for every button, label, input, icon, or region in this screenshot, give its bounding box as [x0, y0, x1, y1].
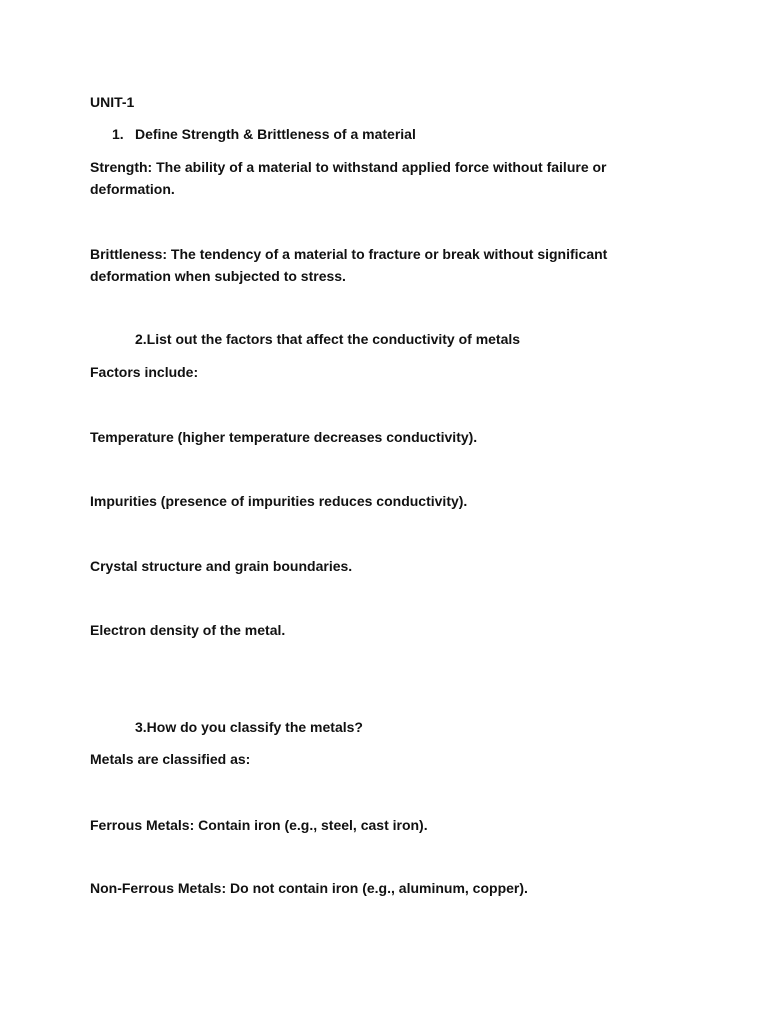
- factor-item: Electron density of the metal.: [90, 622, 286, 638]
- question-1-text: Define Strength & Brittleness of a material: [135, 126, 416, 142]
- strength-definition-line-2: deformation.: [90, 181, 175, 197]
- question-1-number: 1.: [112, 126, 124, 142]
- factors-intro: Factors include:: [90, 364, 199, 380]
- strength-definition-line-1: Strength: The ability of a material to withstand applied force without failure or: [90, 159, 607, 175]
- question-3-text: 3.How do you classify the metals?: [135, 719, 363, 735]
- factor-item: Impurities (presence of impurities reduces conductivity).: [90, 493, 468, 509]
- metal-class-item: Ferrous Metals: Contain iron (e.g., steel, cast iron).: [90, 817, 428, 833]
- brittleness-definition-line-1: Brittleness: The tendency of a material to fracture or break without significant: [90, 246, 608, 262]
- factor-item: Crystal structure and grain boundaries.: [90, 558, 353, 574]
- unit-title: UNIT-1: [90, 94, 135, 110]
- brittleness-definition-line-2: deformation when subjected to stress.: [90, 268, 346, 284]
- factor-item: Temperature (higher temperature decreases conductivity).: [90, 429, 478, 445]
- metal-class-item: Non-Ferrous Metals: Do not contain iron (e.g., aluminum, copper).: [90, 880, 528, 896]
- classify-intro: Metals are classified as:: [90, 751, 251, 767]
- question-2-text: 2.List out the factors that affect the conductivity of metals: [135, 331, 521, 347]
